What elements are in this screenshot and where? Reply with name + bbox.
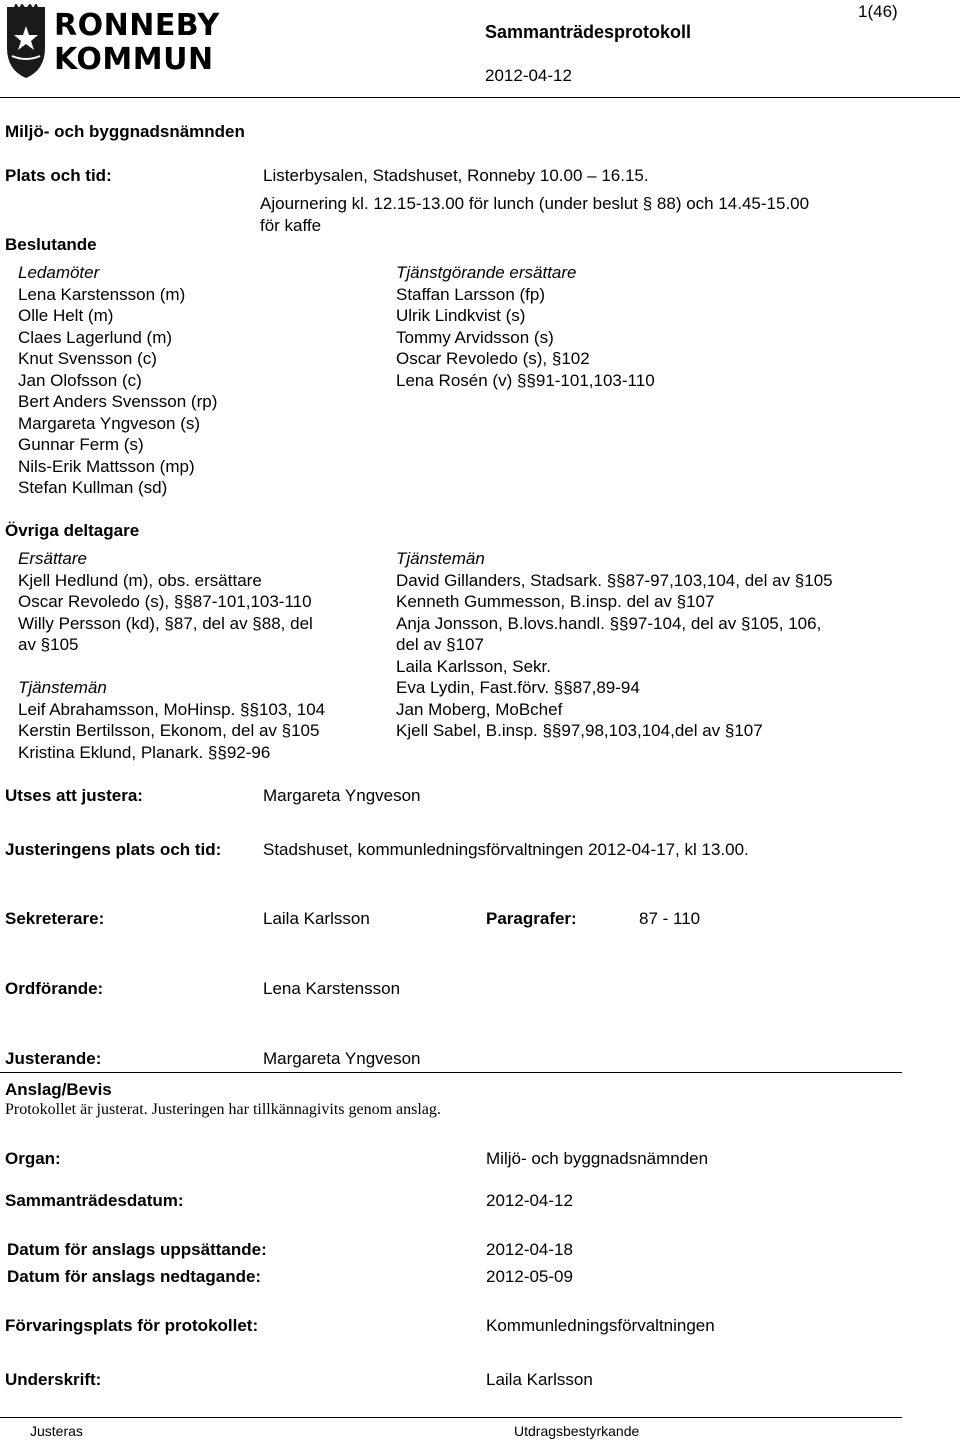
footer-divider [0, 1417, 902, 1418]
signature-label: Underskrift: [5, 1370, 102, 1389]
meeting-date-label: Sammanträdesdatum: [5, 1191, 184, 1210]
removed-date-value: 2012-05-09 [486, 1267, 573, 1286]
official-item: del av §107 [396, 635, 484, 654]
substitutes-title: Ersättare [18, 549, 87, 568]
substitutes-column [396, 262, 655, 391]
footer-adjusted: Justeras [30, 1423, 83, 1439]
member-item: Jan Olofsson (c) [18, 370, 142, 390]
removed-date-label: Datum för anslags nedtagande: [7, 1267, 262, 1286]
member-item: Lena Karstensson (m) [18, 284, 186, 304]
official-item: Kristina Eklund, Planark. §§92-96 [18, 742, 271, 762]
place-line: för kaffe [260, 216, 322, 235]
member-item: Nils-Erik Mattsson (mp) [18, 456, 195, 476]
official-item: Leif Abrahamsson, MoHinsp. §§103, 104 [18, 699, 326, 719]
officials-title: Tjänstemän [396, 549, 485, 568]
member-item: Bert Anders Svensson (rp) [18, 392, 218, 411]
substitute-item: Tommy Arvidsson (s) [396, 327, 554, 347]
participant-item: Kjell Hedlund (m), obs. ersättare [18, 570, 262, 590]
adjuster-value: Margareta Yngveson [263, 1049, 421, 1068]
member-item: Olle Helt (m) [18, 306, 114, 325]
appointed-adjuster-label: Utses att justera: [5, 786, 143, 805]
members-title: Ledamöter [18, 263, 100, 282]
logo-line-1: RONNEBY [54, 8, 220, 43]
header-date: 2012-04-12 [485, 66, 572, 85]
paragraphs-label: Paragrafer: [486, 909, 577, 928]
ronneby-kommun-logo [4, 4, 220, 80]
storage-value: Kommunledningsförvaltningen [486, 1316, 715, 1335]
place-label: Plats och tid: [5, 166, 112, 185]
header-divider [0, 97, 960, 98]
notice-divider [0, 1072, 902, 1073]
others-right-column [396, 548, 833, 742]
member-item: Claes Lagerlund (m) [18, 327, 173, 347]
others-left-column [18, 548, 325, 763]
secretary-label: Sekreterare: [5, 909, 105, 928]
member-item: Stefan Kullman (sd) [18, 478, 168, 497]
spacer [18, 656, 325, 678]
appointed-adjuster-value: Margareta Yngveson [263, 786, 421, 805]
posted-date-value: 2012-04-18 [486, 1240, 573, 1259]
meeting-date-value: 2012-04-12 [486, 1191, 573, 1210]
committee-name: Miljö- och byggnadsnämnden [5, 122, 245, 141]
adjuster-label: Justerande: [5, 1049, 102, 1068]
participant-item: av §105 [18, 635, 79, 654]
official-item: Kenneth Gummesson, B.insp. del av §107 [396, 592, 715, 611]
substitutes-title: Tjänstgörande ersättare [396, 263, 577, 282]
adjustment-place-value: Stadshuset, kommunledningsförvaltningen 2012-04-17, kl 13.00. [263, 840, 749, 859]
decisive-heading: Beslutande [5, 235, 97, 254]
place-line: Listerbysalen, Stadshuset, Ronneby 10.00 – 16.15. [263, 166, 649, 185]
posted-date-label: Datum för anslags uppsättande: [7, 1240, 267, 1259]
substitute-item: Staffan Larsson (fp) [396, 284, 545, 304]
secretary-value: Laila Karlsson [263, 909, 370, 928]
substitute-item: Lena Rosén (v) §§91-101,103-110 [396, 370, 655, 390]
officials-title: Tjänstemän [18, 678, 107, 697]
chair-value: Lena Karstensson [263, 979, 401, 998]
participant-item: Oscar Revoledo (s), §§87-101,103-110 [18, 592, 312, 611]
member-item: Knut Svensson (c) [18, 349, 157, 368]
member-item: Margareta Yngveson (s) [18, 413, 201, 433]
organ-value: Miljö- och byggnadsnämnden [486, 1149, 709, 1168]
member-item: Gunnar Ferm (s) [18, 435, 144, 454]
document-type: Sammanträdesprotokoll [485, 22, 692, 42]
place-line: Ajournering kl. 12.15-13.00 för lunch (under beslut § 88) och 14.45-15.00 [260, 194, 810, 213]
substitute-item: Ulrik Lindkvist (s) [396, 306, 526, 325]
notice-text: Protokollet är justerat. Justeringen har tillkännagivits genom anslag. [5, 1101, 441, 1118]
paragraphs-value: 87 - 110 [639, 909, 701, 928]
organ-label: Organ: [5, 1149, 61, 1168]
adjustment-place-label: Justeringens plats och tid: [5, 840, 222, 859]
official-item: Kerstin Bertilsson, Ekonom, del av §105 [18, 721, 320, 740]
footer-certified: Utdragsbestyrkande [514, 1423, 640, 1439]
crest-icon [4, 4, 48, 80]
others-heading: Övriga deltagare [5, 521, 140, 540]
members-column [18, 262, 217, 499]
official-item: Anja Jonsson, B.lovs.handl. §§97-104, del av §105, 106, [396, 613, 822, 633]
substitute-item: Oscar Revoledo (s), §102 [396, 349, 590, 368]
participant-item: Willy Persson (kd), §87, del av §88, del [18, 613, 313, 633]
logo-line-2: KOMMUN [54, 42, 214, 77]
official-item: Kjell Sabel, B.insp. §§97,98,103,104,del av §107 [396, 721, 763, 740]
official-item: David Gillanders, Stadsark. §§87-97,103,104, del av §105 [396, 570, 833, 590]
signature-value: Laila Karlsson [486, 1370, 593, 1389]
official-item: Eva Lydin, Fast.förv. §§87,89-94 [396, 678, 640, 697]
chair-label: Ordförande: [5, 979, 104, 998]
official-item: Jan Moberg, MoBchef [396, 699, 563, 719]
storage-label: Förvaringsplats för protokollet: [5, 1316, 259, 1335]
notice-heading: Anslag/Bevis [5, 1080, 112, 1099]
official-item: Laila Karlsson, Sekr. [396, 656, 551, 676]
page-number: 1(46) [858, 2, 898, 21]
